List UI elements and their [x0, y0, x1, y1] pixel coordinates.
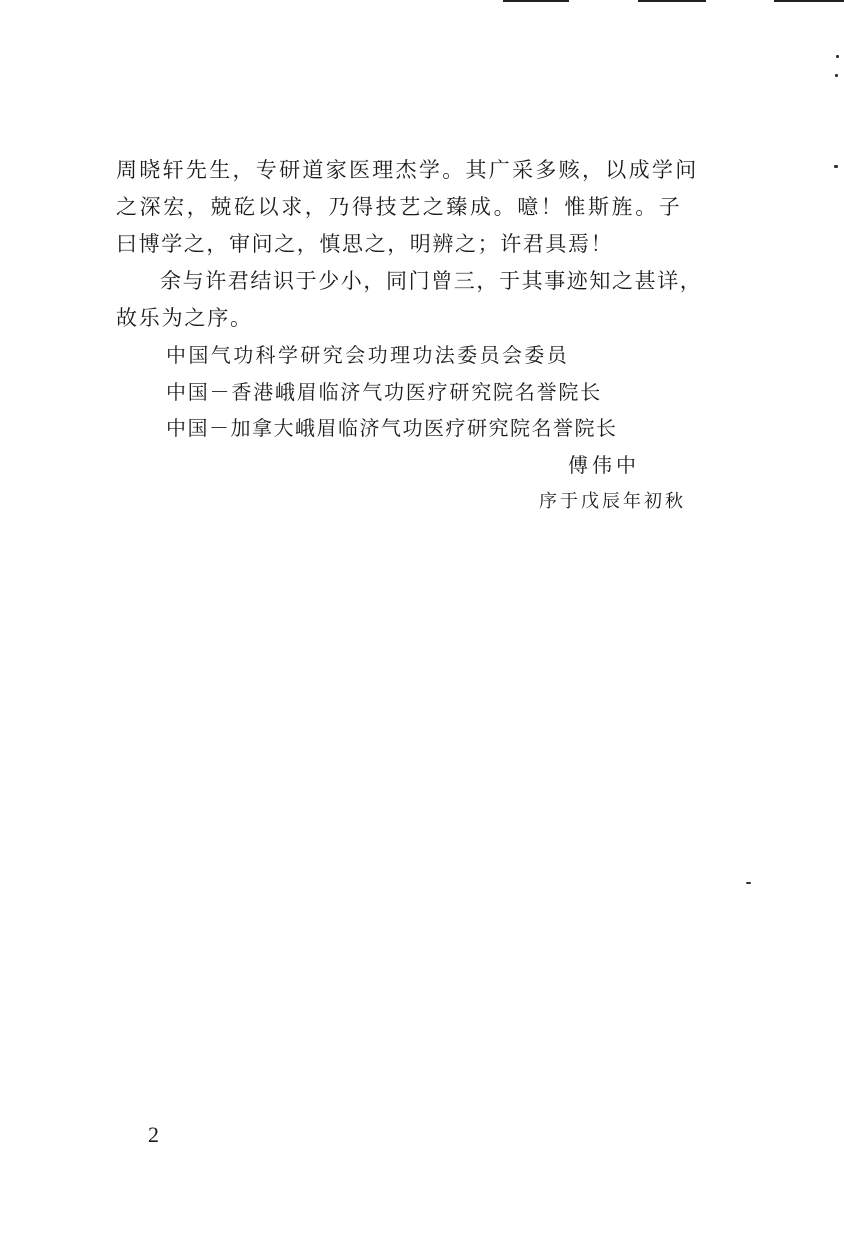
header-rule-2: [638, 0, 706, 2]
header-rule-3: [774, 0, 844, 2]
author-title: 中国－香港峨眉临济气功医疗研究院名誉院长: [166, 380, 602, 404]
body-line: 曰博学之，审问之，慎思之，明辨之；许君具焉！: [116, 232, 614, 256]
header-rule-1: [503, 0, 569, 2]
body-line: 余与许君结识于少小，同门曾三，于其事迹知之甚详，: [160, 269, 703, 293]
scan-speck: [835, 74, 838, 77]
scan-speck: [746, 882, 751, 884]
scan-speck: [836, 55, 839, 58]
page-number: 2: [148, 1122, 159, 1147]
preface-date: 序于戊辰年初秋: [539, 491, 686, 512]
body-line: 故乐为之序。: [116, 306, 253, 330]
scan-speck: [834, 165, 838, 168]
body-line: 周晓轩先生，专研道家医理杰学。其广采多赅，以成学问: [116, 158, 699, 182]
author-title: 中国－加拿大峨眉临济气功医疗研究院名誉院长: [166, 416, 618, 440]
author-title: 中国气功科学研究会功理功法委员会委员: [166, 343, 570, 367]
author-name: 傅伟中: [568, 453, 640, 477]
body-line: 之深宏，兢矻以求，乃得技艺之臻成。噫！惟斯旌。子: [116, 195, 683, 219]
